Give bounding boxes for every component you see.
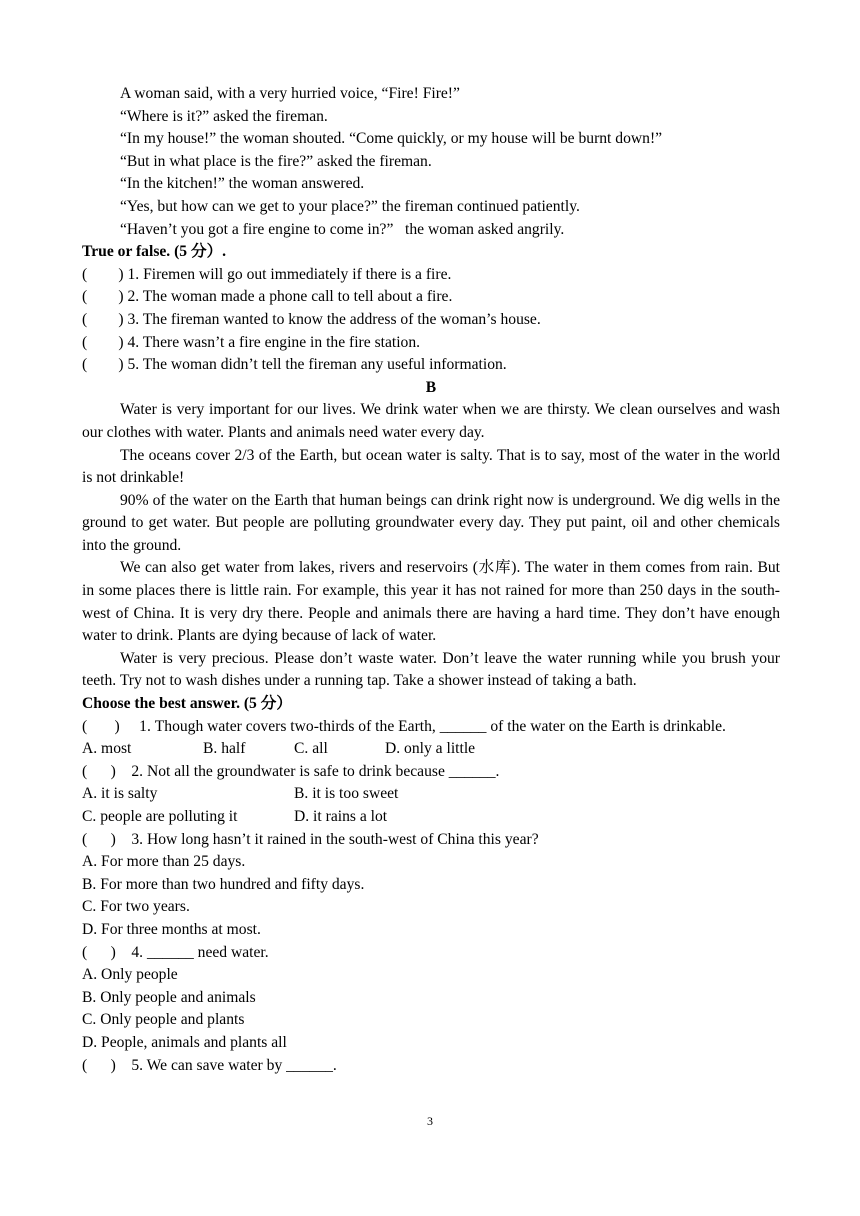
option: C. all [294,740,328,758]
question-1-number: ( ) 1. [82,717,155,735]
passage-a-line: “Yes, but how can we get to your place?” the fireman continued patiently. [120,197,580,215]
option: D. only a little [385,740,476,758]
question-3-stem: ( ) 3. How long hasn’t it rained in the south-west of China this year? [82,830,539,848]
passage-a-line: A woman said, with a very hurried voice, “Fire! Fire!” [120,85,460,102]
option: A. it is salty [82,785,158,803]
passage-a-line: “In the kitchen!” the woman answered. [120,175,365,193]
passage-a-line: “Haven’t you got a fire engine to come in?” the woman asked angrily. [120,220,565,238]
passage-b-paragraph: 90% of the water on the Earth that human beings can drink right now is underground. We dig wells in the ground to get water. But people are polluting groundwater every day. They put paint, oil and other chemicals into the ground. [82,491,780,554]
passage-b-paragraph: We can also get water from lakes, rivers and reservoirs (水库). The water in them comes from rain. But in some places there is little rain. For example, this year it has not rained for more than 250 days in the south-west of China. It is very dry there. People and animals there are having a hard time. They don’t have enough water to drink. Plants are dying because of lack of water. [82,559,780,645]
passage-b-paragraph: Water is very important for our lives. We drink water when we are thirsty. We clean ourselves and wash our clothes with water. Plants and animals need water every day. [82,401,780,441]
tf-item: ( ) 2. The woman made a phone call to tell about a fire. [82,288,453,306]
tf-item: ( ) 1. Firemen will go out immediately if there is a fire. [82,265,452,283]
question-2-options-row [82,806,780,829]
section-b-heading: B [425,378,437,396]
passage-a-line: “But in what place is the fire?” asked the fireman. [120,152,432,170]
option: A. Only people [82,966,178,984]
option: C. For two years. [82,898,190,916]
option: B. it is too sweet [294,785,399,803]
passage-a-line: “Where is it?” asked the fireman. [120,107,328,125]
option: B. half [203,740,246,758]
passage-b-paragraph: Water is very precious. Please don’t waste water. Don’t leave the water running while you brush your teeth. Try not to wash dishes under a running tap. Take a shower instead of taking a bath. [82,649,780,690]
question-4-stem: ( ) 4. ______ need water. [82,943,269,961]
tf-item: ( ) 5. The woman didn’t tell the fireman any useful information. [82,356,507,374]
passage-b-paragraph: The oceans cover 2/3 of the Earth, but ocean water is salty. That is to say, most of the water in the world is not drinkable! [82,446,780,487]
option: D. it rains a lot [294,808,388,825]
option: C. people are polluting it [82,808,238,825]
option: C. Only people and plants [82,1011,245,1029]
option: D. People, animals and plants all [82,1033,287,1051]
question-2-options-row [82,783,780,806]
question-2-stem: ( ) 2. Not all the groundwater is safe to drink because ______. [82,762,500,780]
question-1 [82,716,780,739]
question-1-text: Though water covers two-thirds of the Earth, ______ of the water on the Earth is drinkable. [154,717,726,735]
true-false-heading: True or false. (5 分）. [82,243,227,261]
option: B. For more than two hundred and fifty days. [82,875,365,893]
tf-item: ( ) 3. The fireman wanted to know the address of the woman’s house. [82,310,541,328]
passage-a-line: “In my house!” the woman shouted. “Come quickly, or my house will be burnt down!” [120,130,663,148]
tf-item: ( ) 4. There wasn’t a fire engine in the fire station. [82,333,421,351]
choose-best-heading: Choose the best answer. (5 分） [82,695,292,713]
option: B. Only people and animals [82,988,256,1006]
option: A. most [82,740,132,758]
question-1-options [82,738,780,761]
page-number: 3 [427,1114,433,1128]
option: D. For three months at most. [82,920,261,938]
question-5-stem: ( ) 5. We can save water by ______. [82,1056,337,1074]
option: A. For more than 25 days. [82,853,246,871]
document-page [82,83,780,1077]
